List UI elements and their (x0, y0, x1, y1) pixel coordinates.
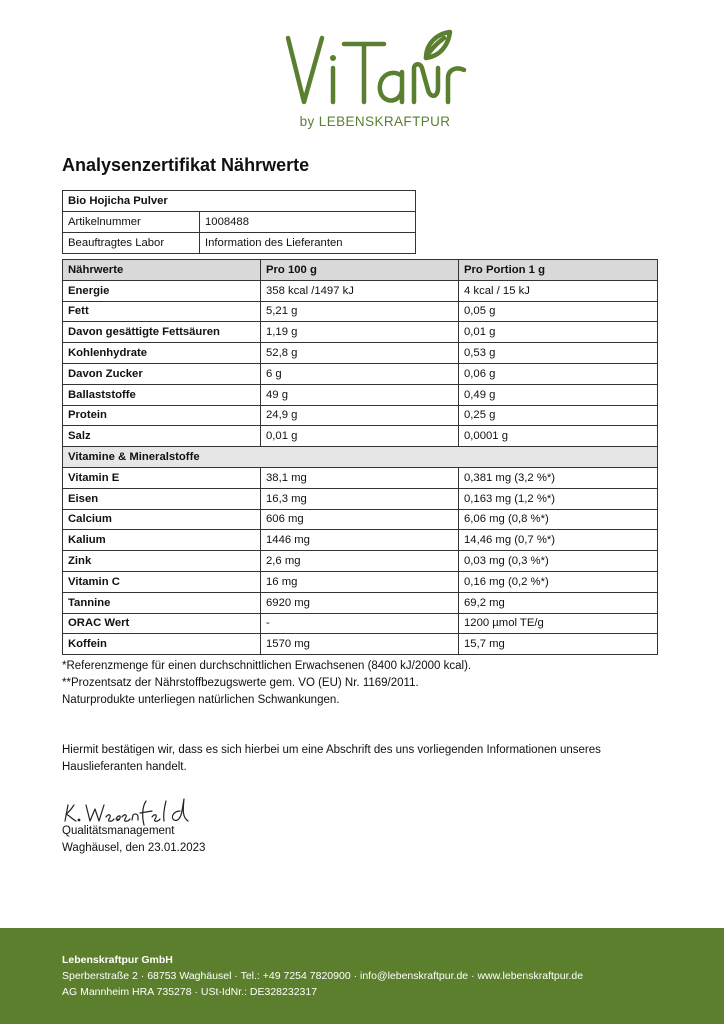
table-row (63, 426, 658, 447)
product-row-value: 1008488 (200, 212, 416, 233)
page-title: Analysenzertifikat Nährwerte (62, 155, 310, 175)
per-portion-value: 14,46 mg (0,7 %*) (459, 530, 658, 551)
column-header: Nährwerte (63, 260, 261, 281)
per-portion-value: 0,05 g (459, 301, 658, 322)
nutrient-label: Fett (63, 301, 261, 322)
nutrient-label: Calcium (63, 509, 261, 530)
table-row (63, 613, 658, 634)
nutrient-label: Tannine (63, 592, 261, 613)
per-portion-value: 0,01 g (459, 322, 658, 343)
per-100g-value: 38,1 mg (261, 467, 459, 488)
footer-company: Lebenskraftpur GmbH (62, 954, 173, 966)
per-100g-value: 1570 mg (261, 634, 459, 655)
per-portion-value: 15,7 mg (459, 634, 658, 655)
table-row (63, 322, 658, 343)
product-row-label: Beauftragtes Labor (63, 233, 200, 254)
table-row (63, 551, 658, 572)
per-portion-value: 0,0001 g (459, 426, 658, 447)
nutrient-label: Eisen (63, 488, 261, 509)
table-row (63, 592, 658, 613)
nutrient-label: Koffein (63, 634, 261, 655)
signature-place-date: Waghäusel, den 23.01.2023 (62, 842, 206, 854)
nutrient-label: Protein (63, 405, 261, 426)
table-row (63, 488, 658, 509)
table-row (63, 405, 658, 426)
nutrient-label: Davon gesättigte Fettsäuren (63, 322, 261, 343)
section-row-vitamins (63, 447, 658, 468)
nutrient-label: Ballaststoffe (63, 384, 261, 405)
product-row-value: Information des Lieferanten (200, 233, 416, 254)
vitanur-logo (280, 18, 470, 136)
table-row (63, 363, 658, 384)
per-100g-value: 6920 mg (261, 592, 459, 613)
footnote: **Prozentsatz der Nährstoffbezugswerte gem. VO (EU) Nr. 1169/2011. (62, 677, 419, 689)
product-name-row (63, 191, 416, 212)
table-row (63, 467, 658, 488)
per-100g-value: 52,8 g (261, 343, 459, 364)
footnotes (62, 658, 471, 709)
per-100g-value: - (261, 613, 459, 634)
confirmation-text: Hiermit bestätigen wir, dass es sich hierbei um eine Abschrift des uns vorliegenden Informationen unseres Hauslieferanten handelt. (62, 744, 601, 773)
nutrient-label: Kalium (63, 530, 261, 551)
footer-content (62, 952, 583, 1000)
table-row (63, 384, 658, 405)
per-portion-value: 0,381 mg (3,2 %*) (459, 467, 658, 488)
per-100g-value: 49 g (261, 384, 459, 405)
per-portion-value: 0,163 mg (1,2 %*) (459, 488, 658, 509)
signature-role: Qualitätsmanagement (62, 825, 175, 837)
per-100g-value: 1446 mg (261, 530, 459, 551)
footer-register: AG Mannheim HRA 735278 · USt-IdNr.: DE328232317 (62, 986, 318, 998)
per-100g-value: 16,3 mg (261, 488, 459, 509)
per-100g-value: 6 g (261, 363, 459, 384)
per-100g-value: 2,6 mg (261, 551, 459, 572)
nutrient-label: Davon Zucker (63, 363, 261, 384)
logo-subline: by LEBENSKRAFTPUR (299, 114, 451, 129)
nutrient-label: Energie (63, 280, 261, 301)
per-100g-value: 24,9 g (261, 405, 459, 426)
nutrient-label: Salz (63, 426, 261, 447)
footnote: Naturprodukte unterliegen natürlichen Schwankungen. (62, 694, 340, 706)
table-row (63, 571, 658, 592)
per-portion-value: 6,06 mg (0,8 %*) (459, 509, 658, 530)
column-header: Pro Portion 1 g (459, 260, 658, 281)
per-100g-value: 0,01 g (261, 426, 459, 447)
product-row-label: Artikelnummer (63, 212, 200, 233)
column-header: Pro 100 g (261, 260, 459, 281)
table-row (63, 280, 658, 301)
product-name: Bio Hojicha Pulver (63, 191, 416, 212)
per-100g-value: 1,19 g (261, 322, 459, 343)
table-row (63, 509, 658, 530)
per-100g-value: 358 kcal /1497 kJ (261, 280, 459, 301)
per-portion-value: 0,25 g (459, 405, 658, 426)
product-row-lab (63, 233, 416, 254)
per-portion-value: 69,2 mg (459, 592, 658, 613)
per-100g-value: 16 mg (261, 571, 459, 592)
per-portion-value: 0,53 g (459, 343, 658, 364)
footnote: *Referenzmenge für einen durchschnittlichen Erwachsenen (8400 kJ/2000 kcal). (62, 660, 472, 672)
nutrient-label: Kohlenhydrate (63, 343, 261, 364)
nutrient-label: Vitamin E (63, 467, 261, 488)
table-row (63, 634, 658, 655)
product-row-article (63, 212, 416, 233)
per-portion-value: 1200 µmol TE/g (459, 613, 658, 634)
nutrient-label: Zink (63, 551, 261, 572)
per-portion-value: 0,49 g (459, 384, 658, 405)
per-100g-value: 5,21 g (261, 301, 459, 322)
vitanur-wordmark (280, 18, 470, 110)
section-label: Vitamine & Mineralstoffe (63, 447, 658, 468)
signature-block (62, 823, 205, 857)
table-row (63, 343, 658, 364)
product-info-table (62, 190, 416, 254)
per-portion-value: 0,03 mg (0,3 %*) (459, 551, 658, 572)
table-row (63, 530, 658, 551)
per-100g-value: 606 mg (261, 509, 459, 530)
per-portion-value: 0,16 mg (0,2 %*) (459, 571, 658, 592)
per-portion-value: 0,06 g (459, 363, 658, 384)
footer-address: Sperberstraße 2 · 68753 Waghäusel · Tel.: +49 7254 7820900 · info@lebenskraftpur.de · www.lebenskraftpur.de (62, 970, 584, 982)
table-row (63, 301, 658, 322)
per-portion-value: 4 kcal / 15 kJ (459, 280, 658, 301)
nutrition-header-row (63, 260, 658, 281)
nutrition-table (62, 259, 658, 655)
nutrient-label: Vitamin C (63, 571, 261, 592)
nutrient-label: ORAC Wert (63, 613, 261, 634)
footer (0, 928, 724, 1024)
